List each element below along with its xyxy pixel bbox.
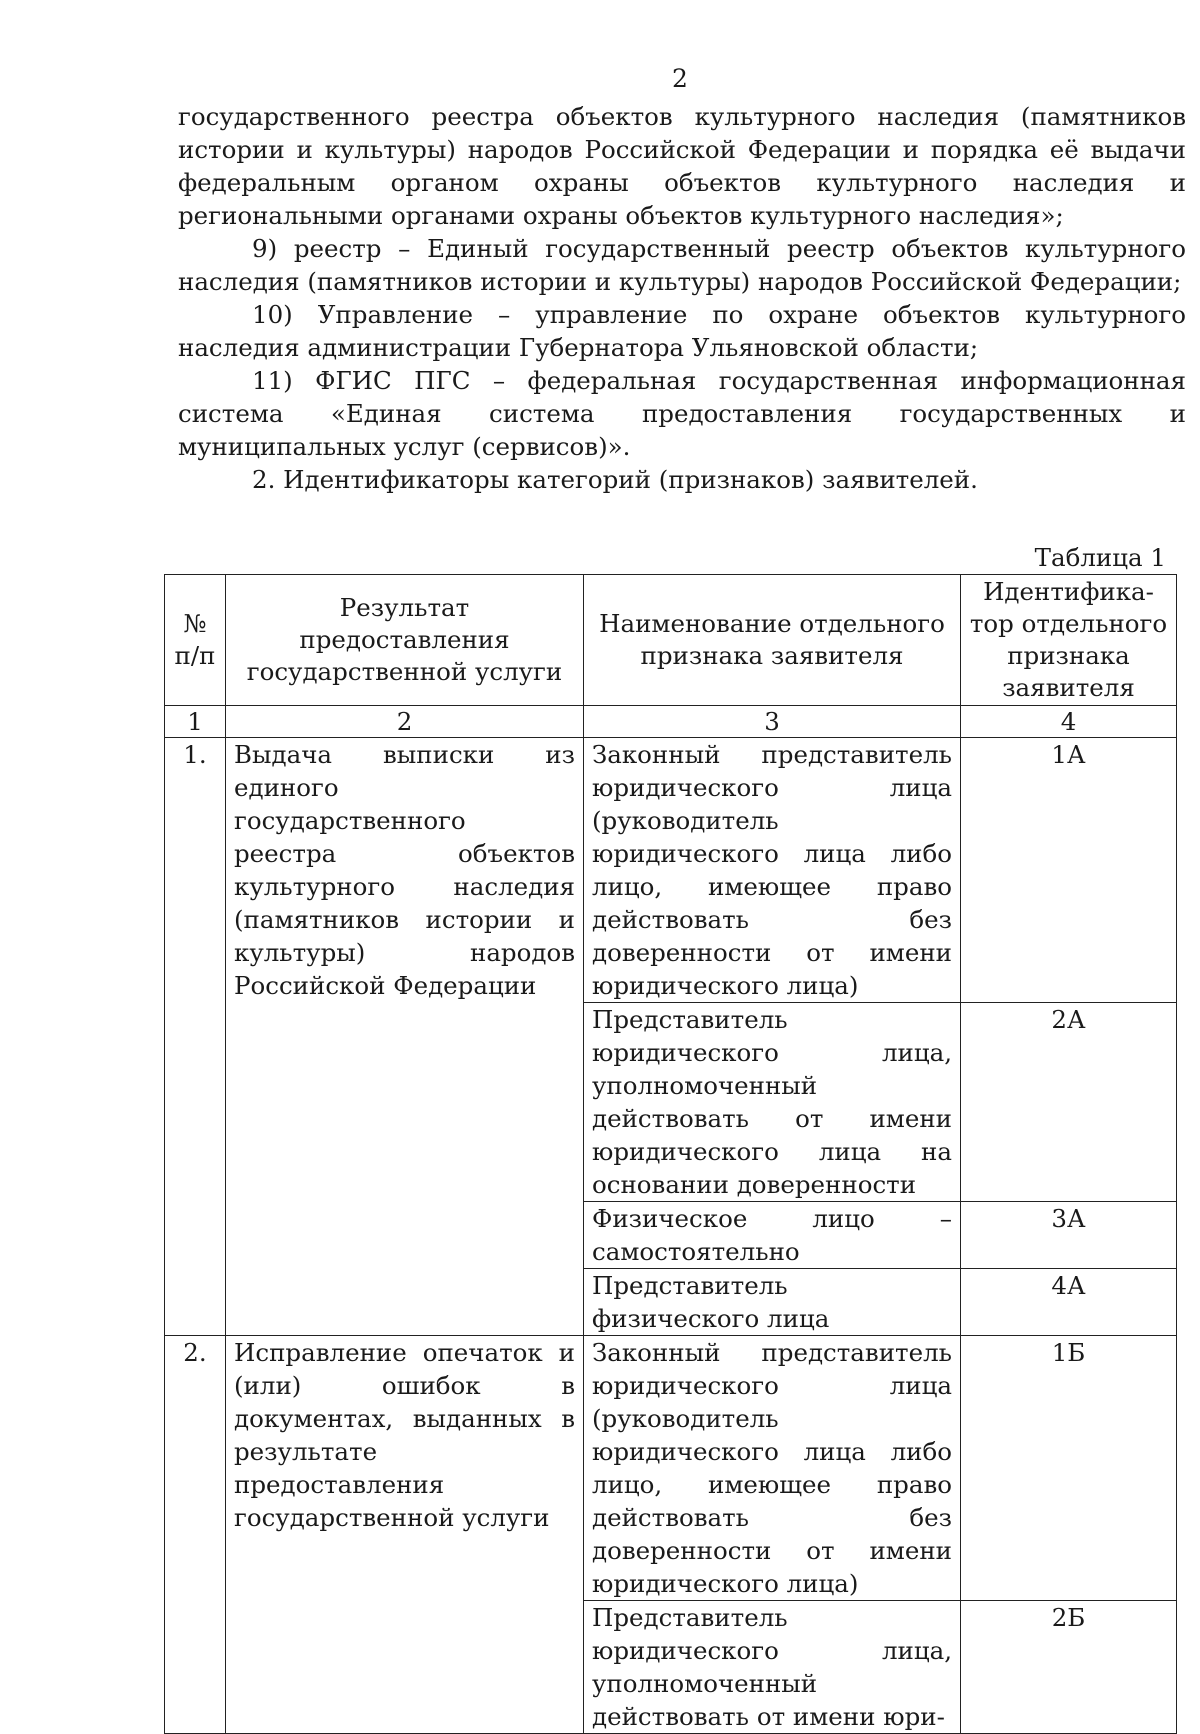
- row-number: 1.: [165, 738, 226, 1336]
- applicant-category: Представитель физического лица: [584, 1269, 961, 1336]
- applicant-category: Законный представитель юридического лица (руководитель юридического лица либо лицо, имеющее право действовать без доверенности от имени юридического лица): [584, 1336, 961, 1601]
- table-caption: Таблица 1: [1034, 543, 1166, 572]
- header-name: Наименование отдельного признака заявителя: [584, 575, 961, 706]
- header-result: Результат предоставления государственной услуги: [226, 575, 584, 706]
- applicant-categories-table: [164, 574, 1177, 1734]
- page-number: 2: [672, 64, 688, 93]
- paragraph: 9) реестр – Единый государственный реестр объектов культурного наследия (памятников истории и культуры) народов Российской Федерации;: [178, 234, 1186, 296]
- column-numbers-row: [165, 706, 1177, 738]
- column-number: 4: [961, 706, 1177, 738]
- category-identifier: 2А: [961, 1003, 1177, 1202]
- category-identifier: 4А: [961, 1269, 1177, 1336]
- applicant-category: Представитель юридического лица, уполномоченный действовать от имени юридического лица на основании доверенности: [584, 1003, 961, 1202]
- header-identifier: Идентифика-тор отдельного признака заявителя: [961, 575, 1177, 706]
- applicant-category: Физическое лицо – самостоятельно: [584, 1202, 961, 1269]
- paragraph: 11) ФГИС ПГС – федеральная государственная информационная система «Единая система предоставления государственных и муниципальных услуг (сервисов)».: [178, 366, 1186, 461]
- table-header-row: [165, 575, 1177, 706]
- applicant-category: Законный представитель юридического лица (руководитель юридического лица либо лицо, имеющее право действовать без доверенности от имени юридического лица): [584, 738, 961, 1003]
- applicant-category: Представитель юридического лица, уполномоченный действовать от имени юри-: [584, 1601, 961, 1734]
- paragraph: 10) Управление – управление по охране объектов культурного наследия администрации Губернатора Ульяновской области;: [178, 300, 1186, 362]
- column-number: 1: [165, 706, 226, 738]
- table-row: [165, 738, 1177, 1003]
- column-number: 2: [226, 706, 584, 738]
- paragraph: 2. Идентификаторы категорий (признаков) заявителей.: [252, 465, 978, 494]
- service-result: Исправление опечаток и (или) ошибок в документах, выданных в результате предоставления государственной услуги: [226, 1336, 584, 1734]
- category-identifier: 3А: [961, 1202, 1177, 1269]
- category-identifier: 1А: [961, 738, 1177, 1003]
- header-num: № п/п: [165, 575, 226, 706]
- service-result: Выдача выписки из единого государственного реестра объектов культурного наследия (памятников истории и культуры) народов Российской Федерации: [226, 738, 584, 1336]
- column-number: 3: [584, 706, 961, 738]
- row-number: 2.: [165, 1336, 226, 1734]
- category-identifier: 2Б: [961, 1601, 1177, 1734]
- body-text: [178, 100, 1186, 496]
- category-identifier: 1Б: [961, 1336, 1177, 1601]
- paragraph: государственного реестра объектов культурного наследия (памятников истории и культуры) народов Российской Федерации и порядка её выдачи федеральным органом охраны объектов культурного наследия и региональными органами охраны объектов культурного наследия»;: [178, 102, 1186, 230]
- table-row: [165, 1336, 1177, 1601]
